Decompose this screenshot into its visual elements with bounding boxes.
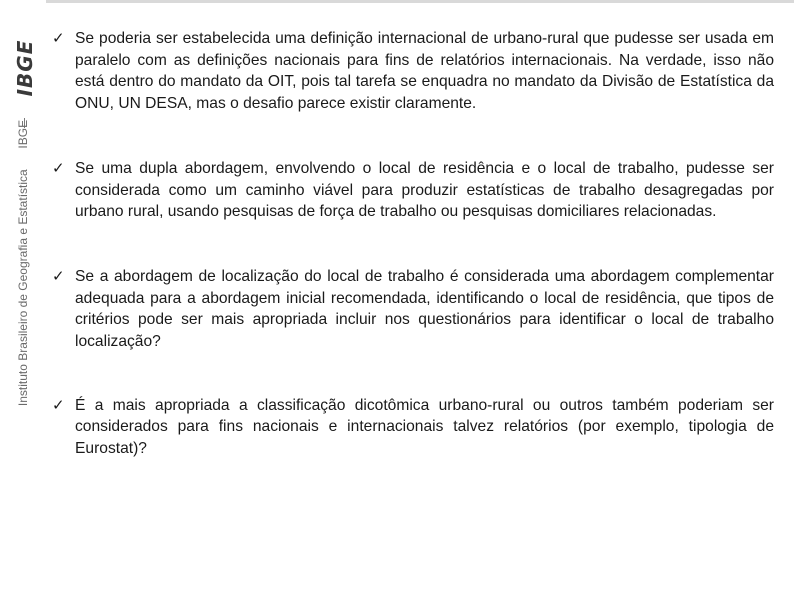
check-icon: ✓ — [52, 266, 65, 285]
sidebar — [0, 0, 46, 595]
institute-name — [12, 119, 34, 406]
check-icon: ✓ — [52, 158, 65, 177]
bullet-item — [52, 158, 774, 223]
bullet-text: Se uma dupla abordagem, envolvendo o local de residência e o local de trabalho, pudesse ser considerada como um caminho viável para produzir estatísticas de trabalho desagregadas por urbano rural, usando pesquisas de força de trabalho ou pesquisas domiciliares relacionadas. — [75, 159, 774, 221]
ibge-logo-text: IBGE — [13, 39, 37, 97]
institute-name-text: Instituto Brasileiro de Geografia e Estatística — [16, 168, 30, 406]
bullet-item — [52, 266, 774, 353]
bullet-item — [52, 28, 774, 115]
bullet-text: Se poderia ser estabelecida uma definição internacional de urbano-rural que pudesse ser usada em paralelo com as definições nacionais para fins de relatórios internacionais. Na verdade, isso não está dentro do mandato da OIT, pois tal tarefa se enquadra no mandato da Divisão de Estatística da ONU, UN DESA, mas o desafio parece existir claramente. — [75, 30, 774, 113]
check-icon: ✓ — [52, 29, 65, 47]
bullet-list — [52, 28, 774, 460]
bullet-text: É a mais apropriada a classificação dicotômica urbano-rural ou outros também poderiam ser considerados para fins nacionais e internacionais talvez relatórios (por exemplo, tipologia de Eurostat)? — [75, 396, 774, 458]
bullet-item — [52, 395, 774, 460]
ibge-logo — [12, 30, 38, 106]
check-icon: ✓ — [52, 395, 65, 414]
top-border — [0, 0, 794, 3]
bullet-text: Se a abordagem de localização do local de trabalho é considerada uma abordagem complementar adequada para a abordagem inicial recomendada, identificando o local de residência, que tipos de critérios pode ser mais apropriada incluir nos questionários para identificar o local de trabalho localização? — [75, 267, 774, 351]
institute-short: IBGE — [16, 119, 30, 149]
